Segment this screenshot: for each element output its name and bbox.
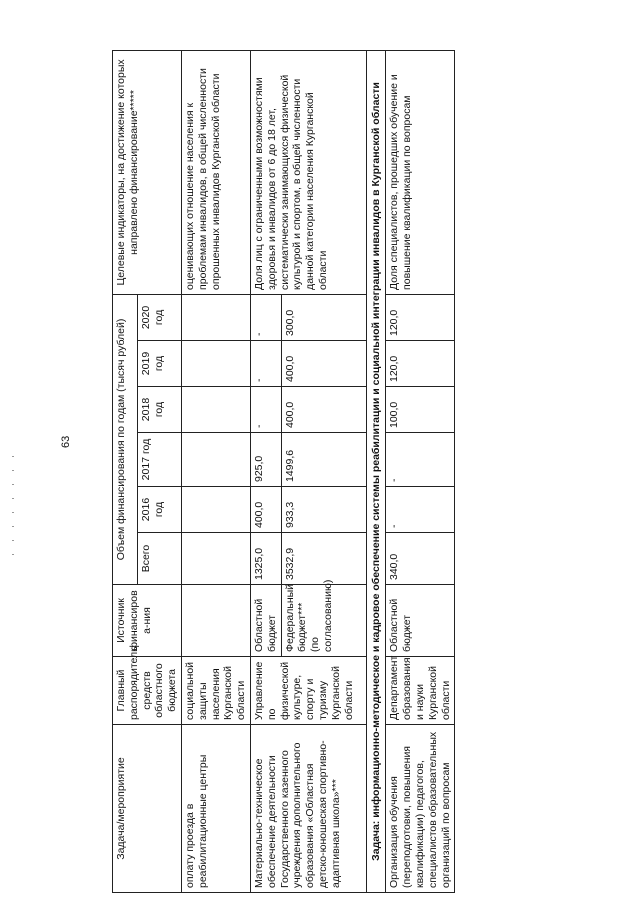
row2b-2016: 933,3 xyxy=(281,487,366,533)
header-2020: 2020 год xyxy=(138,294,182,340)
row3-2019: 120,0 xyxy=(386,341,455,387)
header-source: Источник финансирова-ния xyxy=(113,585,182,657)
scan-margin-marks xyxy=(12,456,15,566)
row2b-2018: 400,0 xyxy=(281,387,366,433)
row3-2017: - xyxy=(386,433,455,487)
row3-2020: 120,0 xyxy=(386,294,455,340)
row3-total: 340,0 xyxy=(386,533,455,585)
row2-manager: Управление по физической культуре, спорту и туризму Курганской области xyxy=(250,657,366,725)
row2a-source: Областной бюджет xyxy=(250,585,281,657)
row3-manager: Департамент образования и науки Курганской области xyxy=(386,657,455,725)
row3-source: Областной бюджет xyxy=(386,585,455,657)
rotated-table-container xyxy=(112,51,520,893)
header-2018: 2018 год xyxy=(138,387,182,433)
header-total: Всего xyxy=(138,533,182,585)
table-row xyxy=(181,50,250,892)
header-2019: 2019 год xyxy=(138,341,182,387)
header-2017: 2017 год xyxy=(138,433,182,487)
row2a-2020: - xyxy=(250,294,281,340)
row2a-total: 1325,0 xyxy=(250,533,281,585)
row2b-total: 3532,9 xyxy=(281,533,366,585)
row2b-source: Федеральный бюджет*** (по согласованию) xyxy=(281,585,366,657)
row2-indicator: Доля лиц с ограниченными возможностями здоровья и инвалидов от 6 до 18 лет, систематически занимающихся физической культурой и спортом, в общей численности данной категории населения Курганской области xyxy=(250,50,366,294)
page-number: 63 xyxy=(60,435,72,448)
header-2016: 2016 год xyxy=(138,487,182,533)
table-row xyxy=(386,50,455,892)
row2a-2018: - xyxy=(250,387,281,433)
financing-table xyxy=(112,50,455,893)
row2a-2019: - xyxy=(250,341,281,387)
row2b-2019: 400,0 xyxy=(281,341,366,387)
task-header-row xyxy=(366,50,386,892)
row3-indicator: Доля специалистов, прошедших обучение и повышение квалификации по вопросам xyxy=(386,50,455,294)
header-row-1 xyxy=(113,50,138,892)
row2b-2017: 1499,6 xyxy=(281,433,366,487)
row2b-2020: 300,0 xyxy=(281,294,366,340)
table-row xyxy=(250,50,281,892)
task-header: Задача: информационно-методическое и кадровое обеспечение системы реабилитации и социальной интеграции инвалидов в Курганской области xyxy=(366,50,386,892)
row1-task: оплату проезда в реабилитационные центры xyxy=(181,725,250,893)
header-indicators: Целевые индикаторы, на достижение которых направлено финансирование***** xyxy=(113,50,182,294)
header-task: Задача/мероприятие xyxy=(113,725,182,893)
header-volume: Объем финансирования по годам (тысяч рублей) xyxy=(113,294,138,584)
row3-2016: - xyxy=(386,487,455,533)
row2-task: Материально-техническое обеспечение деятельности Государственного казенного учреждения дополнительного образования «Областная детско-юношеская спортивно-адаптивная школа»*** xyxy=(250,725,366,893)
row2a-2016: 400,0 xyxy=(250,487,281,533)
row3-task: Организация обучения (переподготовки, повышения квалификации) педагогов, специалистов образовательных организаций по вопросам xyxy=(386,725,455,893)
row1-manager: социальной защиты населения Курганской области xyxy=(181,657,250,725)
row3-2018: 100,0 xyxy=(386,387,455,433)
header-manager: Главный распорядитель средств областного бюджета xyxy=(113,657,182,725)
row2a-2017: 925,0 xyxy=(250,433,281,487)
row1-indicator: оценивающих отношение населения к проблемам инвалидов, в общей численности опрошенных инвалидов Курганской области xyxy=(181,50,250,294)
